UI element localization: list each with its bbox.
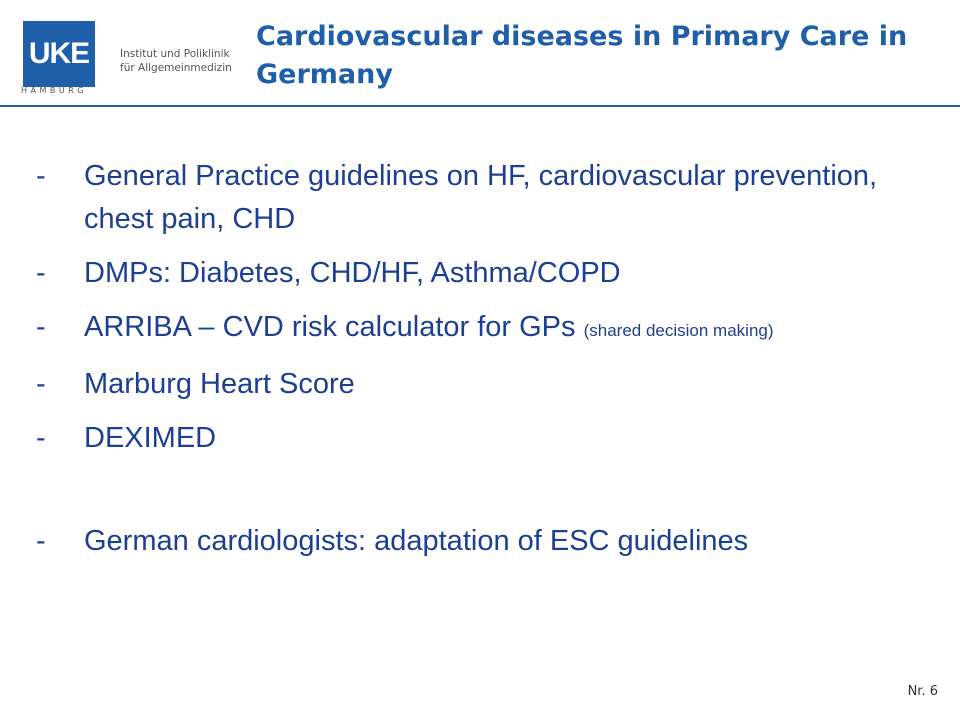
- bullet-list: [36, 155, 936, 574]
- bullet-text: Marburg Heart Score: [84, 368, 355, 400]
- bullet-marker: -: [36, 311, 46, 343]
- uke-logo-wordmark: UKE: [28, 37, 90, 70]
- bullet-item: [36, 520, 936, 563]
- uke-logo-mark: [23, 21, 95, 87]
- bullet-marker: -: [36, 160, 46, 192]
- bullet-marker: -: [36, 368, 46, 400]
- slide-title: Cardiovascular diseases in Primary Care in Germany: [256, 21, 908, 90]
- bullet-text: German cardiologists: adaptation of ESC guidelines: [84, 525, 749, 557]
- bullet-text: General Practice guidelines on HF, cardiovascular prevention, chest pain, CHD: [84, 160, 878, 235]
- bullet-marker: -: [36, 422, 46, 454]
- bullet-item: [36, 363, 936, 406]
- institute-name-line-1: Institut und Poliklinik: [120, 48, 230, 60]
- uke-logo: [18, 15, 233, 97]
- bullet-item: [36, 155, 936, 241]
- logo-city: HAMBURG: [21, 86, 87, 95]
- bullet-marker: -: [36, 257, 46, 289]
- header-divider: [0, 105, 960, 107]
- bullet-marker: -: [36, 525, 46, 557]
- bullet-item: [36, 252, 936, 295]
- institute-name-line-2: für Allgemeinmedizin: [120, 62, 232, 74]
- bullet-text: DEXIMED: [84, 422, 217, 454]
- bullet-note: (shared decision making): [583, 321, 774, 340]
- institute-name: [120, 47, 232, 75]
- bullet-item: [36, 417, 936, 460]
- bullet-text: ARRIBA – CVD risk calculator for GPs: [84, 311, 584, 343]
- bullet-text: DMPs: Diabetes, CHD/HF, Asthma/COPD: [84, 257, 621, 289]
- bullet-item: [36, 306, 936, 352]
- page-number: Nr. 6: [907, 684, 938, 699]
